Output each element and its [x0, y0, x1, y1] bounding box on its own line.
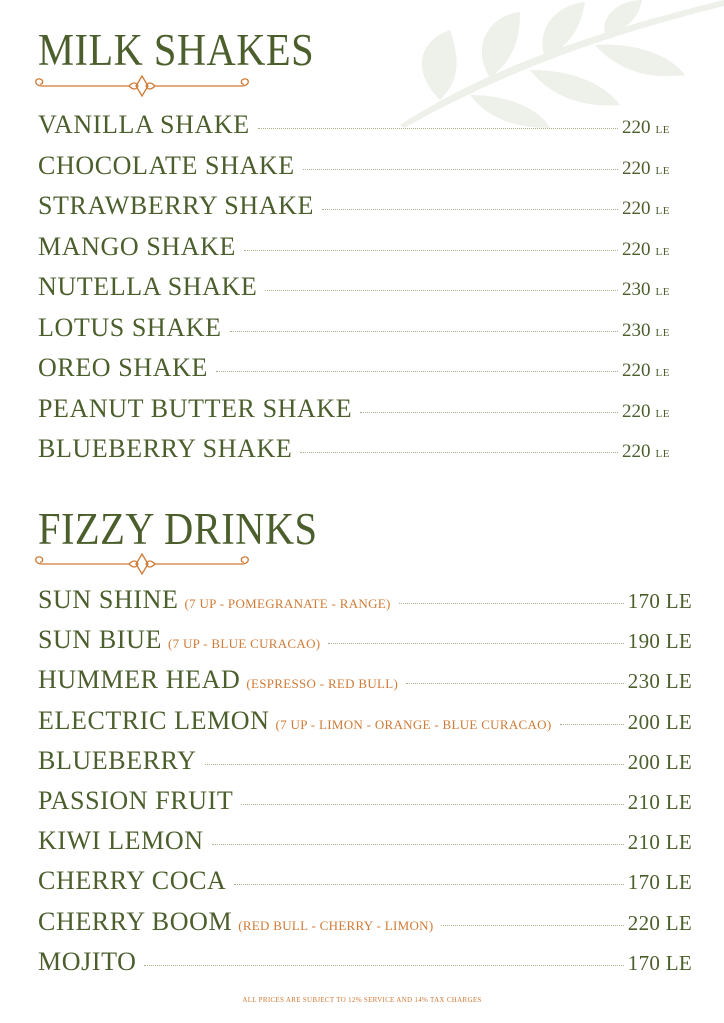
item-price: 200 LE [627, 709, 692, 734]
price-unit: LE [655, 205, 670, 217]
item-price [622, 320, 670, 342]
price-value: 220 [622, 157, 651, 179]
menu-item [38, 585, 692, 615]
menu-item [38, 110, 670, 140]
item-name: KIWI LEMON [38, 826, 204, 856]
item-price [622, 441, 670, 463]
dotted-leader [406, 683, 624, 684]
dotted-leader [241, 804, 623, 805]
item-price: 200 LE [627, 749, 692, 774]
menu-item [38, 746, 692, 776]
price-unit: LE [655, 245, 670, 258]
item-price [622, 158, 670, 180]
menu-item [38, 151, 670, 181]
item-price: 170 LE [627, 589, 692, 613]
menu-item [38, 232, 670, 262]
item-name: HUMMER HEAD [38, 665, 241, 695]
footer-note: ALL PRICES ARE SUBJECT TO 12% SERVICE AND 14% TAX CHARGES [242, 996, 482, 1004]
item-price [622, 239, 670, 261]
item-price [622, 360, 670, 382]
item-price [622, 401, 670, 423]
item-name: CHERRY BOOM [38, 906, 233, 936]
menu-item [38, 434, 670, 464]
item-name: VANILLA SHAKE [38, 110, 250, 139]
dotted-leader [234, 884, 623, 885]
item-price [622, 117, 670, 139]
item-name: ELECTRIC LEMON [38, 705, 270, 735]
item-price: 210 LE [627, 830, 692, 855]
item-name: BLUEBERRY [38, 745, 197, 775]
dotted-leader [144, 965, 623, 966]
dotted-leader [244, 250, 618, 251]
item-name: PEANUT BUTTER SHAKE [38, 393, 353, 423]
dotted-leader [360, 412, 618, 413]
price-value: 220 [622, 117, 651, 138]
item-price: 230 LE [627, 669, 692, 694]
ornament-divider-icon [34, 551, 250, 577]
item-ingredients: (ESPRESSO - RED BULL) [246, 676, 399, 692]
dotted-leader [216, 371, 618, 372]
dotted-leader [328, 643, 623, 644]
item-price [622, 279, 670, 301]
price-value: 220 [622, 238, 651, 260]
item-price [622, 198, 670, 220]
price-unit: LE [655, 164, 670, 177]
fizzy-drinks-title: FIZZY DRINKS [38, 504, 318, 554]
menu-item [38, 665, 692, 695]
menu-item [38, 191, 670, 221]
dotted-leader [230, 331, 618, 332]
dotted-leader [205, 764, 624, 765]
dotted-leader [303, 169, 618, 170]
dotted-leader [322, 209, 618, 210]
item-ingredients: (7 UP - LIMON - ORANGE - BLUE CURACAO) [275, 716, 552, 732]
item-name: OREO SHAKE [38, 353, 208, 382]
item-name: SUN SHINE [38, 585, 179, 614]
item-price: 170 LE [627, 870, 692, 895]
dotted-leader [399, 603, 624, 604]
dotted-leader [560, 724, 624, 725]
item-price: 190 LE [627, 629, 692, 654]
item-name: CHOCOLATE SHAKE [38, 150, 295, 180]
price-unit: LE [655, 367, 670, 379]
price-unit: LE [655, 448, 670, 460]
milk-shakes-title: MILK SHAKES [38, 25, 315, 75]
menu-item [38, 272, 670, 302]
item-name: NUTELLA SHAKE [38, 272, 258, 301]
price-value: 220 [622, 441, 651, 462]
menu-item [38, 625, 692, 655]
item-ingredients: (RED BULL - CHERRY - LIMON) [238, 917, 434, 933]
item-name: MANGO SHAKE [38, 231, 236, 261]
item-name: MOJITO [38, 946, 137, 976]
price-value: 220 [622, 360, 651, 381]
menu-item [38, 353, 670, 383]
item-ingredients: (7 UP - BLUE CURACAO) [167, 636, 321, 652]
item-price: 220 LE [627, 910, 692, 935]
price-value: 220 [622, 198, 651, 219]
price-value: 230 [622, 279, 651, 300]
item-name: STRAWBERRY SHAKE [38, 191, 314, 220]
price-unit: LE [655, 124, 670, 136]
dotted-leader [441, 925, 623, 926]
item-name: CHERRY COCA [38, 866, 227, 896]
price-unit: LE [655, 326, 670, 339]
price-unit: LE [655, 407, 670, 420]
item-name: LOTUS SHAKE [38, 312, 222, 342]
menu-item [38, 706, 692, 736]
menu-item [38, 866, 692, 896]
item-price: 170 LE [627, 950, 692, 975]
dotted-leader [300, 452, 618, 453]
menu-item [38, 826, 692, 856]
item-name: BLUEBERRY SHAKE [38, 434, 293, 463]
menu-item [38, 394, 670, 424]
menu-item [38, 313, 670, 343]
ornament-divider-icon [34, 73, 250, 99]
dotted-leader [265, 290, 618, 291]
item-name: PASSION FRUIT [38, 786, 234, 815]
price-value: 230 [622, 319, 651, 341]
menu-item [38, 786, 692, 816]
menu-item [38, 907, 692, 937]
menu-item [38, 947, 692, 977]
price-unit: LE [655, 286, 670, 298]
item-price: 210 LE [627, 790, 692, 814]
item-name: SUN BIUE [38, 625, 162, 655]
dotted-leader [258, 128, 618, 129]
price-value: 220 [622, 400, 651, 422]
item-ingredients: (7 UP - POMEGRANATE - RANGE) [184, 596, 391, 611]
dotted-leader [212, 844, 624, 845]
